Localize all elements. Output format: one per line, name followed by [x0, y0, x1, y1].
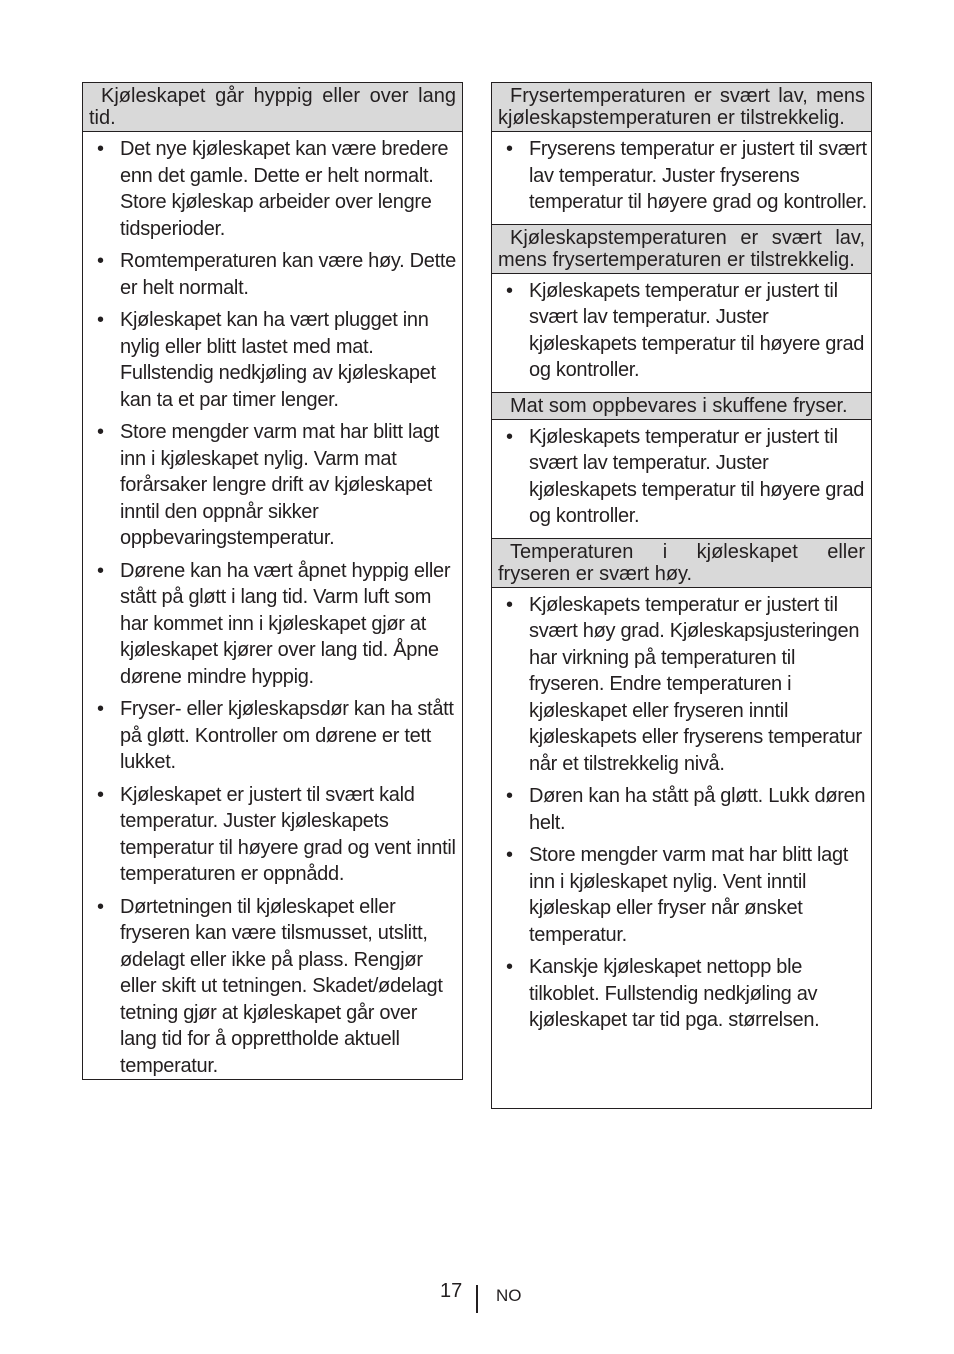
list-item: • Kjøleskapet kan ha vært plugget inn nylig eller blitt lastet med mat. Fullstendig nedkjøling av kjøleskapet kan ta et par timer lenger.	[97, 309, 436, 411]
right-section-header-4: Temperaturen i kjøleskapet eller fryseren er svært høy.	[492, 538, 871, 588]
right-section-header-2: Kjøleskapstemperaturen er svært lav, mens frysertemperaturen er tilstrekkelig.	[492, 224, 871, 274]
right-bullet-list-1	[492, 132, 871, 224]
right-troubleshooting-box	[491, 82, 872, 1109]
list-item-text: Det nye kjøleskapet kan være bredere enn det gamle. Dette er helt normalt. Store kjøleskap arbeider over lengre tidsperioder.	[120, 138, 449, 240]
right-bullet-list-3	[492, 420, 871, 538]
list-item-text: Kjøleskapet kan ha vært plugget inn nylig eller blitt lastet med mat. Fullstendig nedkjøling av kjøleskapet kan ta et par timer lenger.	[120, 309, 436, 411]
footer-divider	[476, 1285, 478, 1313]
right-bullet-list-4	[492, 588, 871, 1042]
list-item-text: Store mengder varm mat har blitt lagt inn i kjøleskapet nylig. Vent inntil kjøleskap eller fryser når ønsket temperatur.	[529, 844, 849, 946]
right-bullet-list-2	[492, 274, 871, 392]
list-item-text: Kjøleskapet er justert til svært kald temperatur. Juster kjøleskapets temperatur til høyere grad og vent inntil temperaturen er oppnådd.	[120, 783, 456, 885]
list-item: • Kjøleskapets temperatur er justert til svært høy grad. Kjøleskapsjusteringen har virkning på temperaturen til fryseren. Endre temperaturen i kjøleskapet eller fryseren inntil kjøleskapets eller fryserens temperatur når et tilstrekkelig nivå.	[506, 593, 862, 775]
list-item: • Det nye kjøleskapet kan være bredere enn det gamle. Dette er helt normalt. Store kjøleskap arbeider over lengre tidsperioder.	[97, 138, 449, 240]
list-item: • Kanskje kjøleskapet nettopp ble tilkoblet. Fullstendig nedkjøling av kjøleskapet tar tid pga. størrelsen.	[506, 956, 820, 1031]
right-section-header-1: Frysertemperaturen er svært lav, mens kjøleskapstemperaturen er tilstrekkelig.	[492, 83, 871, 132]
list-item-text: Fryser- eller kjøleskapsdør kan ha stått på gløtt. Kontroller om dørene er tett lukket.	[120, 698, 454, 773]
list-item: • Store mengder varm mat har blitt lagt inn i kjøleskapet nylig. Vent inntil kjøleskap eller fryser når ønsket temperatur.	[506, 844, 849, 946]
list-item-text: Romtemperaturen kan være høy. Dette er helt normalt.	[120, 250, 456, 299]
page-footer	[0, 1280, 954, 1320]
list-item: • Romtemperaturen kan være høy. Dette er helt normalt.	[97, 250, 456, 299]
page-number: 17	[440, 1280, 463, 1302]
list-item-text: Fryserens temperatur er justert til svært lav temperatur. Juster fryserens temperatur til høyere grad og kontroller.	[529, 138, 867, 213]
left-section-header: Kjøleskapet går hyppig eller over lang tid.	[83, 83, 462, 132]
list-item-text: Dørtetningen til kjøleskapet eller fryseren kan være tilsmusset, utslitt, ødelagt eller ikke på plass. Rengjør eller skift ut tetningen. Skadet/ødelagt tetning gjør at kjøleskapet går over lang tid for å opprettholde aktuell temperatur.	[120, 895, 443, 1077]
list-item: • Kjøleskapets temperatur er justert til svært lav temperatur. Juster kjøleskapets temperatur til høyere grad og kontroller.	[506, 279, 865, 381]
list-item-text: Dørene kan ha vært åpnet hyppig eller stått på gløtt i lang tid. Varm luft som har kommet inn i kjøleskapet gjør at kjøleskapet kjører over lang tid. Åpne dørene mindre hyppig.	[120, 559, 451, 688]
list-item: • Fryser- eller kjøleskapsdør kan ha stått på gløtt. Kontroller om dørene er tett lukket.	[97, 698, 454, 773]
list-item-text: Kjøleskapets temperatur er justert til svært høy grad. Kjøleskapsjusteringen har virkning på temperaturen til fryseren. Endre temperaturen i kjøleskapet eller fryseren inntil kjøleskapets eller fryserens temperatur når et tilstrekkelig nivå.	[529, 593, 862, 775]
list-item: • Fryserens temperatur er justert til svært lav temperatur. Juster fryserens temperatur til høyere grad og kontroller.	[506, 138, 867, 213]
list-item-text: Kjøleskapets temperatur er justert til svært lav temperatur. Juster kjøleskapets temperatur til høyere grad og kontroller.	[529, 279, 865, 381]
list-item: • Døren kan ha stått på gløtt. Lukk døren helt.	[506, 785, 866, 834]
right-section-header-3: Mat som oppbevares i skuffene fryser.	[492, 392, 871, 420]
list-item: • Kjøleskapets temperatur er justert til svært lav temperatur. Juster kjøleskapets temperatur til høyere grad og kontroller.	[506, 425, 865, 527]
list-item-text: Døren kan ha stått på gløtt. Lukk døren helt.	[529, 785, 866, 834]
left-bullet-list	[83, 132, 462, 1087]
list-item: • Store mengder varm mat har blitt lagt inn i kjøleskapet nylig. Varm mat forårsaker lengre drift av kjøleskapet inntil den oppnår sikker oppbevaringstemperatur.	[97, 421, 440, 549]
language-code: NO	[496, 1286, 522, 1305]
list-item: • Dørene kan ha vært åpnet hyppig eller stått på gløtt i lang tid. Varm luft som har kommet inn i kjøleskapet gjør at kjøleskapet kjører over lang tid. Åpne dørene mindre hyppig.	[97, 559, 451, 688]
list-item-text: Kanskje kjøleskapet nettopp ble tilkoblet. Fullstendig nedkjøling av kjøleskapet tar tid pga. størrelsen.	[529, 956, 820, 1031]
list-item-text: Store mengder varm mat har blitt lagt inn i kjøleskapet nylig. Varm mat forårsaker lengre drift av kjøleskapet inntil den oppnår sikker oppbevaringstemperatur.	[120, 421, 440, 549]
list-item: • Dørtetningen til kjøleskapet eller fryseren kan være tilsmusset, utslitt, ødelagt eller ikke på plass. Rengjør eller skift ut tetningen. Skadet/ødelagt tetning gjør at kjøleskapet går over lang tid for å opprettholde aktuell temperatur.	[97, 895, 443, 1077]
left-troubleshooting-box	[82, 82, 463, 1080]
list-item-text: Kjøleskapets temperatur er justert til svært lav temperatur. Juster kjøleskapets temperatur til høyere grad og kontroller.	[529, 425, 865, 527]
list-item: • Kjøleskapet er justert til svært kald temperatur. Juster kjøleskapets temperatur til høyere grad og vent inntil temperaturen er oppnådd.	[97, 783, 456, 885]
